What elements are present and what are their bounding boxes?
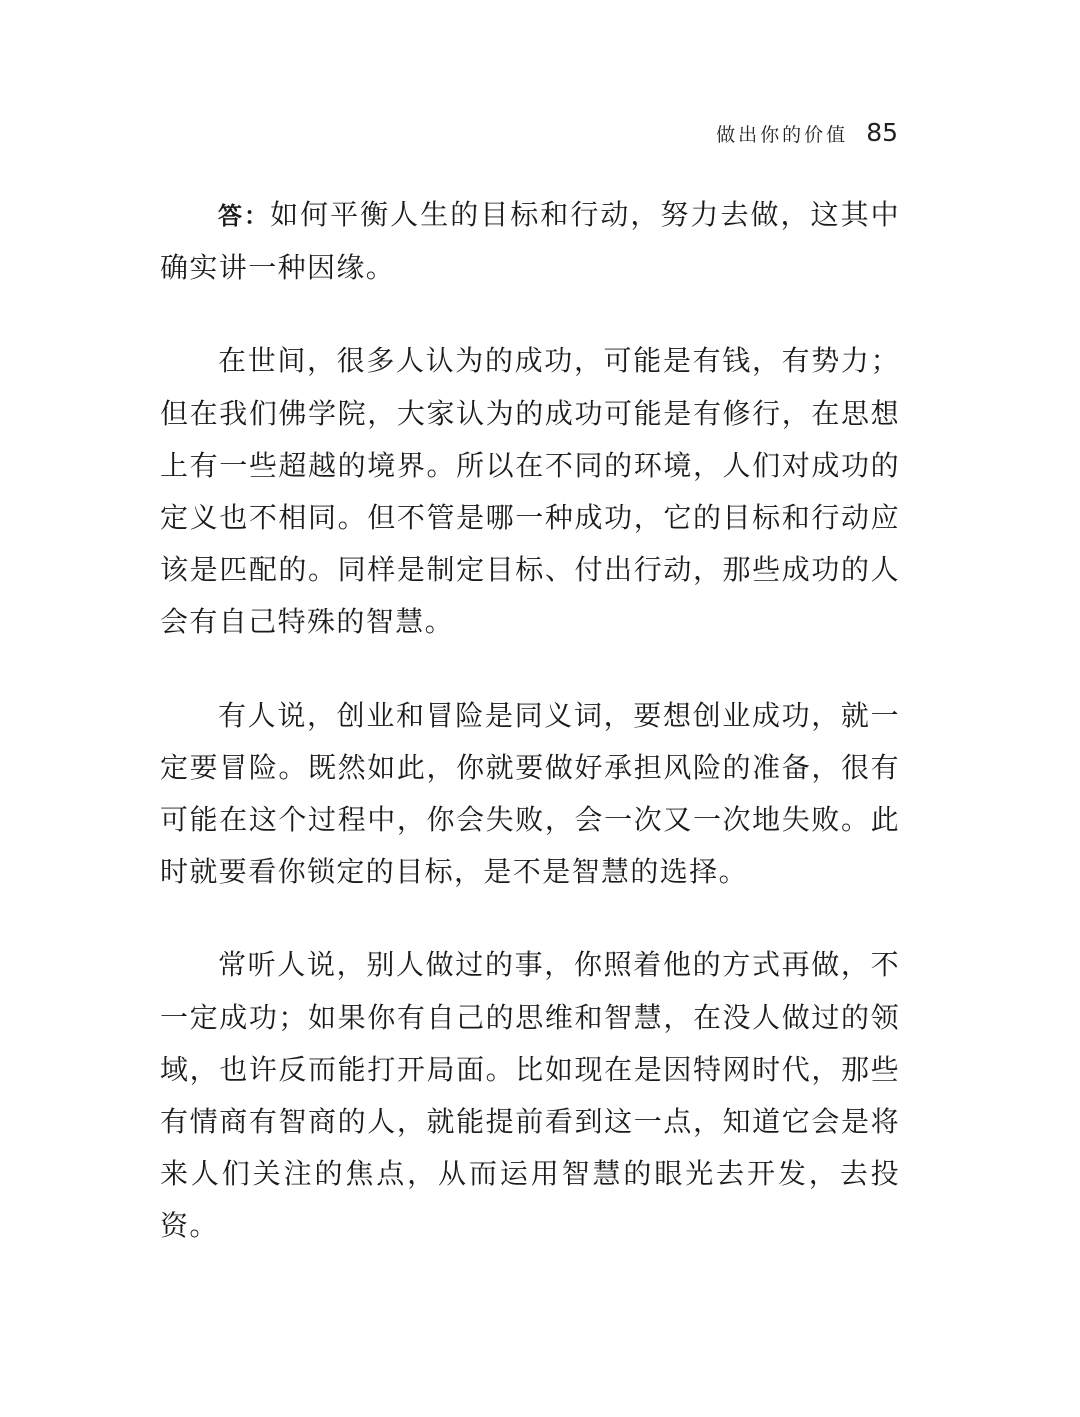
running-header bbox=[716, 118, 898, 158]
page-number: 85 bbox=[866, 118, 898, 147]
answer-text: 如何平衡人生的目标和行动，努力去做，这其中确实讲一种因缘。 bbox=[160, 198, 900, 285]
paragraph-2: 有人说，创业和冒险是同义词，要想创业成功，就一定要冒险。既然如此，你就要做好承担风险的准备，很有可能在这个过程中，你会失败，会一次又一次地失败。此时就要看你锁定的目标，是不是智慧的选择。 bbox=[160, 698, 900, 889]
answer-paragraph bbox=[160, 189, 900, 294]
chapter-title: 做出你的价值 bbox=[716, 124, 849, 146]
body-text bbox=[160, 189, 900, 1253]
answer-label: 答： bbox=[218, 201, 271, 230]
paragraph-1: 在世间，很多人认为的成功，可能是有钱，有势力；但在我们佛学院，大家认为的成功可能是有修行，在思想上有一些超越的境界。所以在不同的环境，人们对成功的定义也不相同。但不管是哪一种成功，它的目标和行动应该是匹配的。同样是制定目标、付出行动，那些成功的人会有自己特殊的智慧。 bbox=[160, 344, 900, 639]
paragraph-3: 常听人说，别人做过的事，你照着他的方式再做，不一定成功；如果你有自己的思维和智慧，在没人做过的领域，也许反而能打开局面。比如现在是因特网时代，那些有情商有智商的人，就能提前看到这一点，知道它会是将来人们关注的焦点，从而运用智慧的眼光去开发，去投资。 bbox=[160, 948, 900, 1243]
